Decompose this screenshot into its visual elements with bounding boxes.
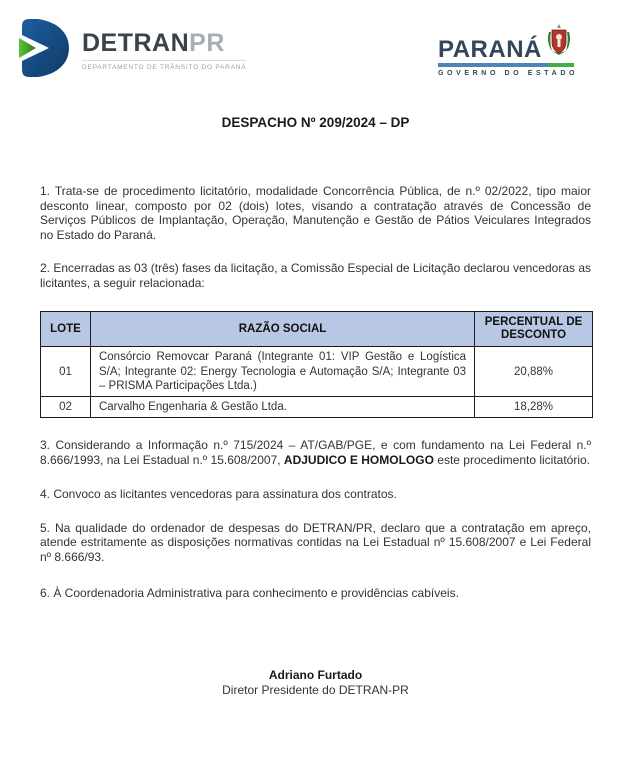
paragraph-3-prefix: 3. Considerando a Informação n.º 715/2024 – AT/GAB/PGE, e com fundamento na Lei Federal n.º 8.666/1993, na Lei Estadual n.º 15.608/2007, bbox=[40, 438, 591, 468]
signature-name: Adriano Furtado bbox=[268, 668, 363, 683]
cell-desconto: 20,88% bbox=[475, 347, 593, 397]
table-header-row bbox=[41, 312, 593, 347]
paragraph-3-suffix: este procedimento licitatório. bbox=[433, 453, 591, 468]
detran-logo-text bbox=[82, 28, 247, 71]
detran-arrow-icon bbox=[16, 18, 72, 83]
parana-bar bbox=[438, 63, 574, 67]
signature-role: Diretor Presidente do DETRAN-PR bbox=[222, 683, 409, 698]
signature-block bbox=[40, 668, 591, 698]
detran-logo bbox=[16, 18, 246, 83]
cell-lote: 01 bbox=[41, 347, 91, 397]
cell-razao-social: Consórcio Removcar Paraná (Integrante 01: VIP Gestão e Logística S/A; Integrante 02: Energy Tecnologia e Automação S/A; Integrante 03 – PRISMA Participações Ltda.) bbox=[90, 347, 474, 397]
cell-razao-social: Carvalho Engenharia & Gestão Ltda. bbox=[90, 397, 474, 418]
col-header-lote: LOTE bbox=[41, 312, 91, 347]
parana-wordmark: PARANÁ bbox=[438, 36, 542, 64]
paragraph-3 bbox=[40, 438, 591, 467]
parana-logo bbox=[438, 24, 601, 77]
table-row bbox=[41, 397, 593, 418]
award-table bbox=[40, 311, 593, 418]
parana-subtitle: GOVERNO DO ESTADO bbox=[438, 70, 579, 77]
paragraph-5: 5. Na qualidade do ordenador de despesas do DETRAN/PR, declaro que a contratação em apreço, atende estritamente as disposições normativas contidas na Lei Estadual nº 15.608/2007 e Lei Federal nº 8.666/93. bbox=[40, 520, 591, 564]
paragraph-6: 6. À Coordenadoria Administrativa para conhecimento e providências cabíveis. bbox=[40, 585, 459, 600]
col-header-razao-social: RAZÃO SOCIAL bbox=[90, 312, 474, 347]
detran-subtitle: DEPARTAMENTO DE TRÂNSITO DO PARANÁ bbox=[82, 60, 246, 71]
cell-lote: 02 bbox=[41, 397, 91, 418]
paragraph-1: 1. Trata-se de procedimento licitatório, modalidade Concorrência Pública, de n.º 02/2022, tipo maior desconto linear, composto por 02 (dois) lotes, visando a contratação através de Concessão de Serviços Públicos de Implantação, Operação, Manutenção e Gestão de Pátios Veiculares Integrados no Estado do Paraná. bbox=[40, 184, 591, 243]
parana-crest-icon bbox=[546, 24, 572, 61]
paragraph-3-bold: ADJUDICO E HOMOLOGO bbox=[283, 453, 434, 468]
cell-desconto: 18,28% bbox=[475, 397, 593, 418]
table-row bbox=[41, 347, 593, 397]
detran-wordmark: DETRANPR bbox=[82, 28, 225, 57]
paragraph-4: 4. Convoco as licitantes vencedoras para assinatura dos contratos. bbox=[40, 486, 397, 501]
paragraph-2: 2. Encerradas as 03 (três) fases da licitação, a Comissão Especial de Licitação declarou vencedoras as licitantes, a seguir relacionada: bbox=[40, 260, 591, 290]
col-header-percentual-desconto: PERCENTUAL DE DESCONTO bbox=[475, 312, 593, 347]
header bbox=[16, 18, 601, 85]
document-title: DESPACHO Nº 209/2024 – DP bbox=[221, 115, 410, 130]
